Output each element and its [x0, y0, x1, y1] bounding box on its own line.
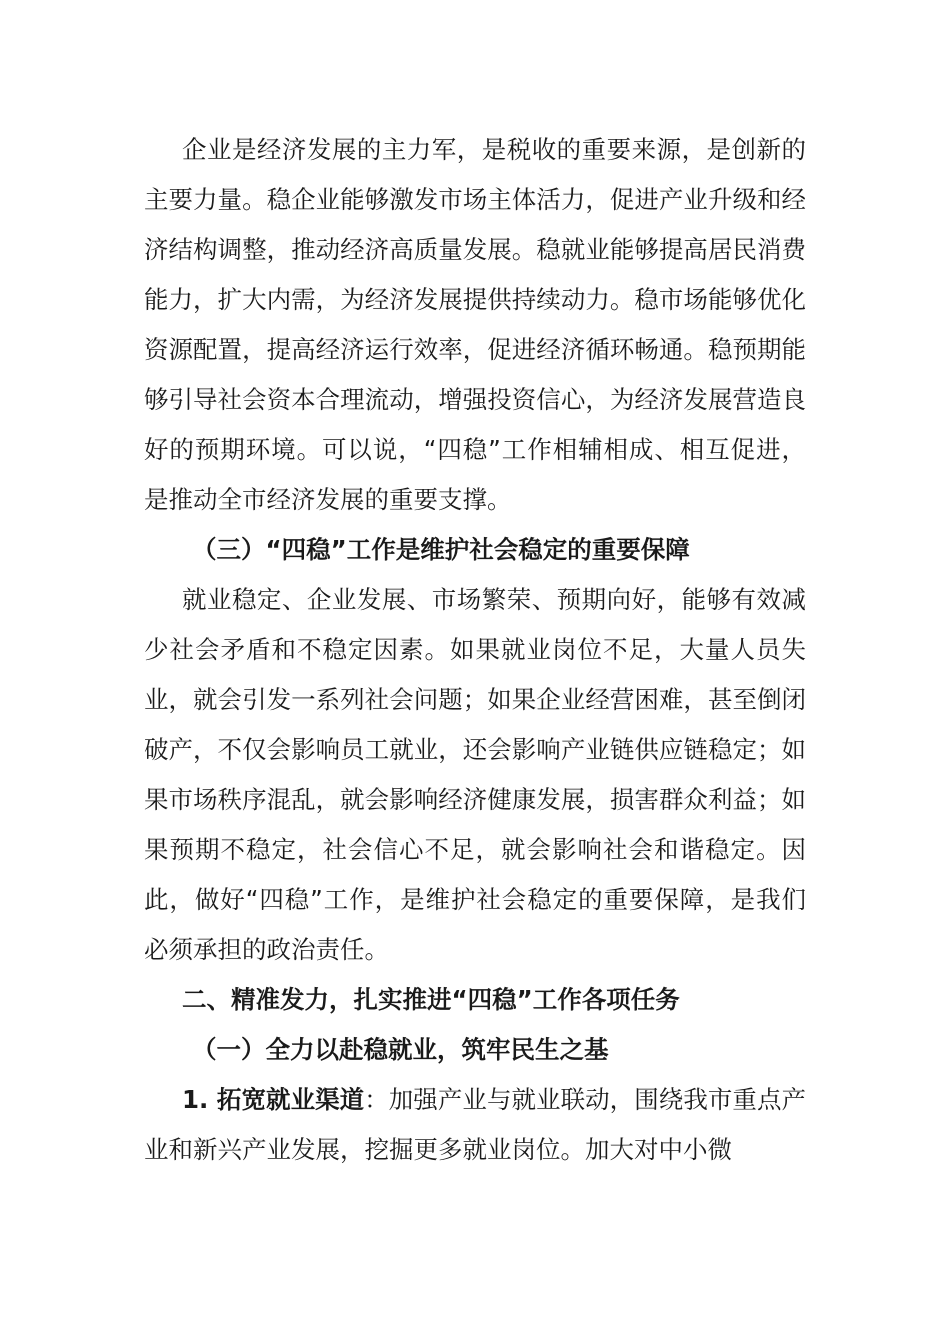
document-body	[144, 125, 806, 1175]
subsection-heading: （三）“四稳”工作是维护社会稳定的重要保障	[192, 535, 690, 564]
list-item-lead: 1. 拓宽就业渠道	[182, 1085, 365, 1114]
list-item-text: ：加强产业与就业联动，围绕我市重点产业和新兴产业发展，挖掘更多就业岗位。加大对中小微	[144, 1085, 807, 1164]
body-paragraph: 就业稳定、企业发展、市场繁荣、预期向好，能够有效减少社会矛盾和不稳定因素。如果就业岗位不足，大量人员失业，就会引发一系列社会问题；如果企业经营困难，甚至倒闭破产，不仅会影响员工就业，还会影响产业链供应链稳定；如果市场秩序混乱，就会影响经济健康发展，损害群众利益；如果预期不稳定，社会信心不足，就会影响社会和谐稳定。因此，做好“四稳”工作，是维护社会稳定的重要保障，是我们必须承担的政治责任。	[144, 585, 806, 964]
list-item-paragraph	[144, 1075, 806, 1175]
subsection-heading: （一）全力以赴稳就业，筑牢民生之基	[192, 1035, 609, 1064]
section-heading: 二、精准发力，扎实推进“四稳”工作各项任务	[182, 985, 680, 1014]
body-paragraph: 企业是经济发展的主力军，是税收的重要来源，是创新的主要力量。稳企业能够激发市场主体活力，促进产业升级和经济结构调整，推动经济高质量发展。稳就业能够提高居民消费能力，扩大内需，为经济发展提供持续动力。稳市场能够优化资源配置，提高经济运行效率，促进经济循环畅通。稳预期能够引导社会资本合理流动，增强投资信心，为经济发展营造良好的预期环境。可以说，“四稳”工作相辅相成、相互促进，是推动全市经济发展的重要支撑。	[144, 135, 806, 514]
